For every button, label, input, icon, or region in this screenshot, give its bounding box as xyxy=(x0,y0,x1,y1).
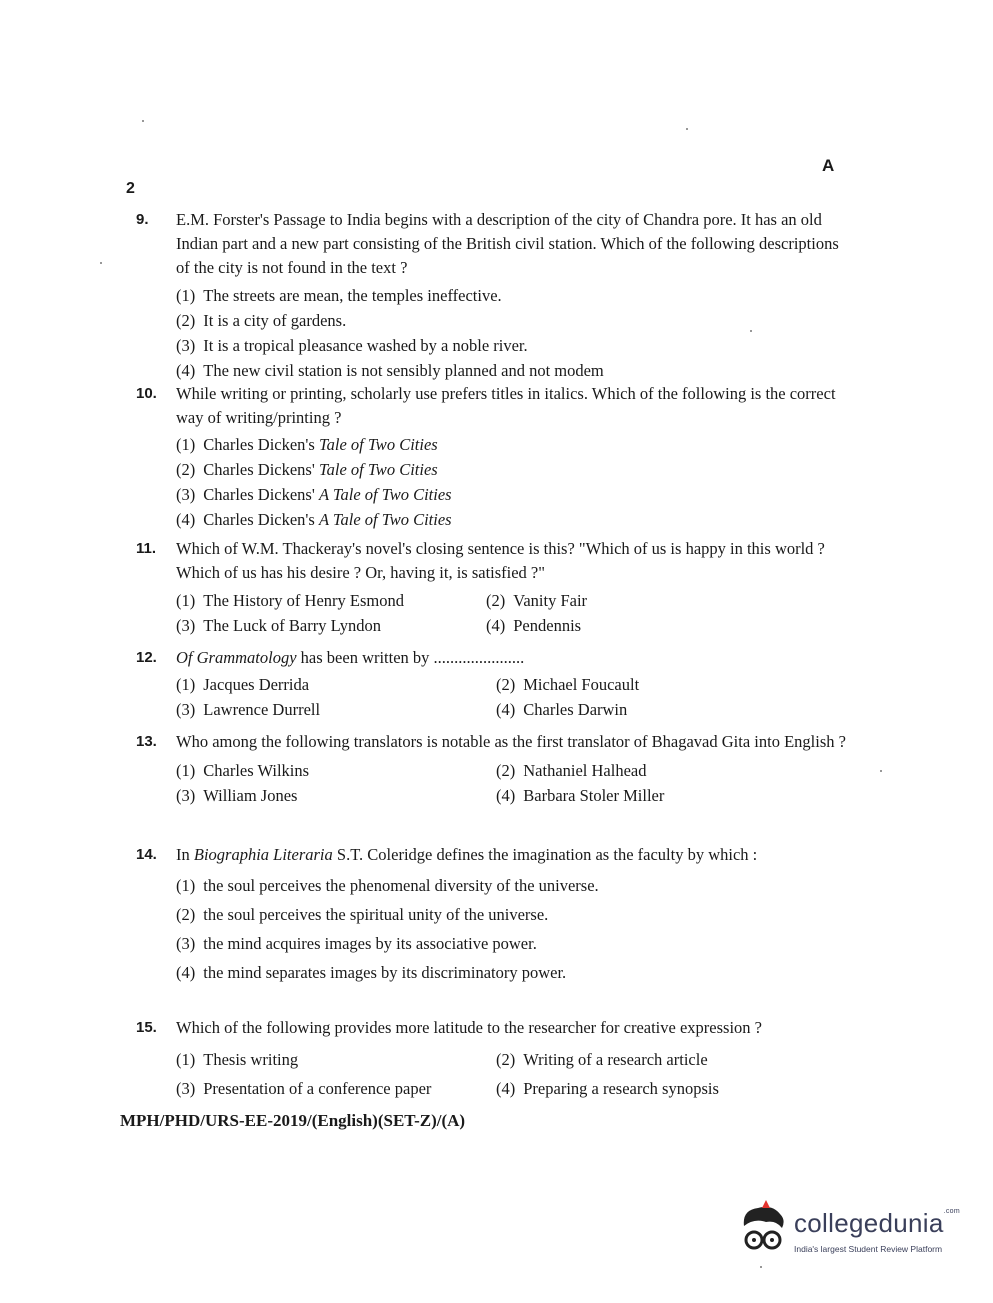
option xyxy=(496,783,796,808)
option-number: (2) xyxy=(486,591,506,610)
option-number: (3) xyxy=(176,700,196,719)
page-number: 2 xyxy=(126,180,135,197)
option-number: (1) xyxy=(176,761,196,780)
logo-name: collegedunia xyxy=(794,1208,944,1238)
logo-tagline: India's largest Student Review Platform xyxy=(794,1244,943,1254)
option-number: (3) xyxy=(176,336,196,355)
option-number: (1) xyxy=(176,591,196,610)
option xyxy=(176,900,850,929)
question-number: 13. xyxy=(136,733,157,750)
option-text: The streets are mean, the temples ineffective. xyxy=(203,286,502,305)
option-number: (1) xyxy=(176,286,196,305)
option-number: (2) xyxy=(496,1050,516,1069)
option-number: (2) xyxy=(176,460,196,479)
option-author: Charles Dickens' xyxy=(203,460,319,479)
option-number: (2) xyxy=(176,311,196,330)
option-text: The Luck of Barry Lyndon xyxy=(203,616,382,635)
option xyxy=(176,958,850,987)
question-text: While writing or printing, scholarly use prefers titles in italics. Which of the following is the correct way of writing/printing ? xyxy=(176,384,836,427)
option-number: (4) xyxy=(496,786,516,805)
option-number: (2) xyxy=(496,761,516,780)
set-letter: A xyxy=(822,156,835,175)
option-text: the mind acquires images by its associative power. xyxy=(203,934,537,953)
option-number: (1) xyxy=(176,1050,196,1069)
scan-speck xyxy=(142,120,144,122)
question-number: 11. xyxy=(136,540,157,557)
option-text: Michael Foucault xyxy=(523,675,640,694)
question-10 xyxy=(130,382,850,532)
scan-speck xyxy=(880,770,882,772)
option xyxy=(176,1045,496,1074)
option xyxy=(486,613,786,638)
option xyxy=(496,1074,796,1103)
option-author: Charles Dickens' xyxy=(203,485,319,504)
option xyxy=(176,613,486,638)
question-13 xyxy=(130,730,850,808)
option xyxy=(176,758,496,783)
option xyxy=(176,783,496,808)
option-number: (2) xyxy=(176,905,196,924)
question-text: S.T. Coleridge defines the imagination as the faculty by which : xyxy=(332,845,758,864)
option-text: Charles Darwin xyxy=(523,700,628,719)
question-number: 14. xyxy=(136,846,157,863)
option xyxy=(176,697,496,722)
option-title: Tale of Two Cities xyxy=(318,460,438,479)
option xyxy=(496,697,796,722)
paper-code: MPH/PHD/URS-EE-2019/(English)(SET-Z)/(A) xyxy=(120,1111,466,1130)
option-text: It is a city of gardens. xyxy=(203,311,347,330)
option-title: A Tale of Two Cities xyxy=(318,485,452,504)
option-text: William Jones xyxy=(203,786,298,805)
option-text: Lawrence Durrell xyxy=(203,700,321,719)
question-text: has been written by ...................... xyxy=(296,648,525,667)
option xyxy=(496,1045,796,1074)
option-number: (4) xyxy=(496,700,516,719)
option-text: Presentation of a conference paper xyxy=(203,1079,432,1098)
question-text: Which of W.M. Thackeray's novel's closing sentence is this? "Which of us is happy in this world ? Which of us has his desire ? Or, having it, is satisfied ?" xyxy=(176,539,825,582)
option xyxy=(176,308,850,333)
option-text: the mind separates images by its discriminatory power. xyxy=(203,963,567,982)
option-number: (3) xyxy=(176,485,196,504)
option-number: (1) xyxy=(176,675,196,694)
option xyxy=(176,871,850,900)
option-text: the soul perceives the phenomenal diversity of the universe. xyxy=(203,876,599,895)
option-title: A Tale of Two Cities xyxy=(318,510,452,529)
question-number: 10. xyxy=(136,385,157,402)
option-text: Jacques Derrida xyxy=(203,675,310,694)
question-text: Who among the following translators is notable as the first translator of Bhagavad Gita into English ? xyxy=(176,732,846,751)
question-15 xyxy=(130,1016,850,1103)
option-text: Thesis writing xyxy=(203,1050,299,1069)
collegedunia-logo[interactable] xyxy=(736,1200,966,1262)
scan-speck xyxy=(760,1266,762,1268)
option-text: Pendennis xyxy=(513,616,582,635)
option-text: The new civil station is not sensibly planned and not modem xyxy=(203,361,604,380)
option xyxy=(176,929,850,958)
option-author: Charles Dicken's xyxy=(203,435,319,454)
option-text: Charles Wilkins xyxy=(203,761,310,780)
question-text: Which of the following provides more latitude to the researcher for creative expression ? xyxy=(176,1018,762,1037)
option xyxy=(496,758,796,783)
question-text-pre: In xyxy=(176,845,194,864)
option-number: (2) xyxy=(496,675,516,694)
option xyxy=(176,283,850,308)
question-text: E.M. Forster's Passage to India begins with a description of the city of Chandra pore. It has an old Indian part and a new part consisting of the British civil station. Which of the following descriptions of the city is not found in the text ? xyxy=(176,210,839,277)
scan-speck xyxy=(100,262,102,264)
option-number: (4) xyxy=(176,963,196,982)
option-text: Vanity Fair xyxy=(513,591,588,610)
question-number: 15. xyxy=(136,1019,157,1036)
option-text: The History of Henry Esmond xyxy=(203,591,404,610)
option xyxy=(176,1074,496,1103)
question-title: Biographia Literaria xyxy=(193,845,333,864)
option xyxy=(496,672,796,697)
question-11 xyxy=(130,537,850,638)
option xyxy=(176,358,850,383)
question-title: Of Grammatology xyxy=(176,648,297,667)
option xyxy=(176,588,486,613)
question-9 xyxy=(130,208,850,383)
option xyxy=(176,457,850,482)
option-number: (3) xyxy=(176,1079,196,1098)
option-text: the soul perceives the spiritual unity of the universe. xyxy=(203,905,549,924)
option xyxy=(176,333,850,358)
question-12 xyxy=(130,646,850,722)
option-number: (4) xyxy=(176,361,196,380)
option xyxy=(176,482,850,507)
question-14 xyxy=(130,843,850,987)
option-number: (3) xyxy=(176,616,196,635)
option-title: Tale of Two Cities xyxy=(318,435,438,454)
option xyxy=(176,507,850,532)
option-text: Nathaniel Halhead xyxy=(523,761,647,780)
option-number: (3) xyxy=(176,934,196,953)
option-number: (4) xyxy=(496,1079,516,1098)
option-number: (4) xyxy=(176,510,196,529)
option-text: Preparing a research synopsis xyxy=(523,1079,719,1098)
option-number: (1) xyxy=(176,435,196,454)
option xyxy=(176,672,496,697)
option-text: Barbara Stoler Miller xyxy=(523,786,665,805)
mascot-icon xyxy=(736,1200,792,1260)
option xyxy=(486,588,786,613)
question-number: 12. xyxy=(136,649,157,666)
option-text: It is a tropical pleasance washed by a noble river. xyxy=(203,336,528,355)
scan-speck xyxy=(686,128,688,130)
option-author: Charles Dicken's xyxy=(203,510,319,529)
question-number: 9. xyxy=(136,211,149,228)
option-text: Writing of a research article xyxy=(523,1050,708,1069)
option-number: (3) xyxy=(176,786,196,805)
option-number: (1) xyxy=(176,876,196,895)
option-number: (4) xyxy=(486,616,506,635)
logo-suffix: .com xyxy=(943,1208,960,1215)
scan-speck xyxy=(750,330,752,332)
option xyxy=(176,432,850,457)
